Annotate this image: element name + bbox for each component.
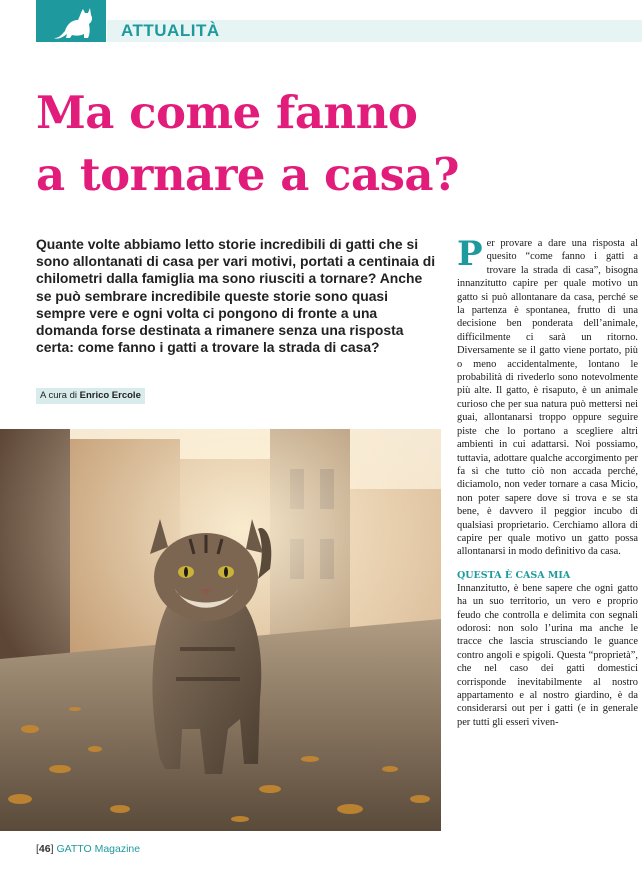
subheading: QUESTA È CASA MIA xyxy=(457,569,571,581)
byline-author: Enrico Ercole xyxy=(79,390,141,401)
section-badge xyxy=(36,0,106,42)
section-label: ATTUALITÀ xyxy=(121,21,220,40)
byline-prefix: A cura di xyxy=(40,390,77,401)
body-paragraph-1: er provare a dare una risposta al quesito “come fanno i gatti a trovare la strada di casa”, bisogna innanzitutto capire per quale motivo un gatto si può allontanare da casa, perché se la partenza è spontanea, frutto di una decisione ben ponderata dell’animale, difficilmente ci sarà un ritorno. Diversamente se il gatto viene portato, più o meno accidentalmente, lontano le probabilità di rivederlo sono notevolmente più alte. Il gatto, è risaputo, è un animale curioso che per sua natura può mettersi nei guai, allontanarsi troppo oppure seguire piste che lo portano a scegliere altri ambienti in cui adattarsi. Noi possiamo, tuttavia, adottare qualche accorgimento per fa sì che tutto ciò non accada perché, diciamolo, non veder tornare a casa Micio, non poter sapere dove si trova e se sta bene, è davvero il peggior incubo di qualsiasi proprietario. Cerchiamo allora di capire per quale motivo un gatto possa allontanarsi in modo definitivo da casa. xyxy=(457,238,638,558)
headline xyxy=(36,82,636,206)
magazine-suffix: Magazine xyxy=(94,843,141,855)
headline-line-2: a tornare a casa? xyxy=(36,148,459,201)
page-number: 46 xyxy=(38,843,51,855)
intro-paragraph: Quante volte abbiamo letto storie incredibili di gatti che si sono allontanati di casa per vari motivi, portati a centinaia di chilometri dalla famiglia ma sono riusciti a tornare? Anche se può sembrare incredibile queste storie sono quasi sempre vere e ogni volta ci pongono di fronte a una domanda forse destinata a rimanere senza una risposta certa: come fanno i gatti a trovare la strada di casa? xyxy=(36,236,436,356)
magazine-name: GATTO xyxy=(56,843,92,855)
section-header xyxy=(0,0,642,42)
drop-cap: P xyxy=(457,234,483,274)
byline xyxy=(36,388,145,404)
headline-line-1: Ma come fanno xyxy=(36,86,418,139)
body-paragraph-2: Innanzitutto, è bene sapere che ogni gatto ha un suo territorio, un vero e proprio feudo che controlla e delimita con segnali odorosi: non solo l’urina ma anche le tracce che lascia strusciando le guance contro angoli e spigoli. Questa “proprietà”, che nel caso dei gatti domestici corrisponde inevitabilmente al nostro appartamento e al nostro giardino, è da considerarsi out per i gatti (e in generale per tutti gli esseri viven- xyxy=(457,582,638,728)
cat-silhouette-icon xyxy=(50,4,96,42)
page-footer: [46] GATTO Magazine xyxy=(36,843,141,855)
cat-street-photo xyxy=(0,429,441,831)
body-column xyxy=(457,234,638,729)
